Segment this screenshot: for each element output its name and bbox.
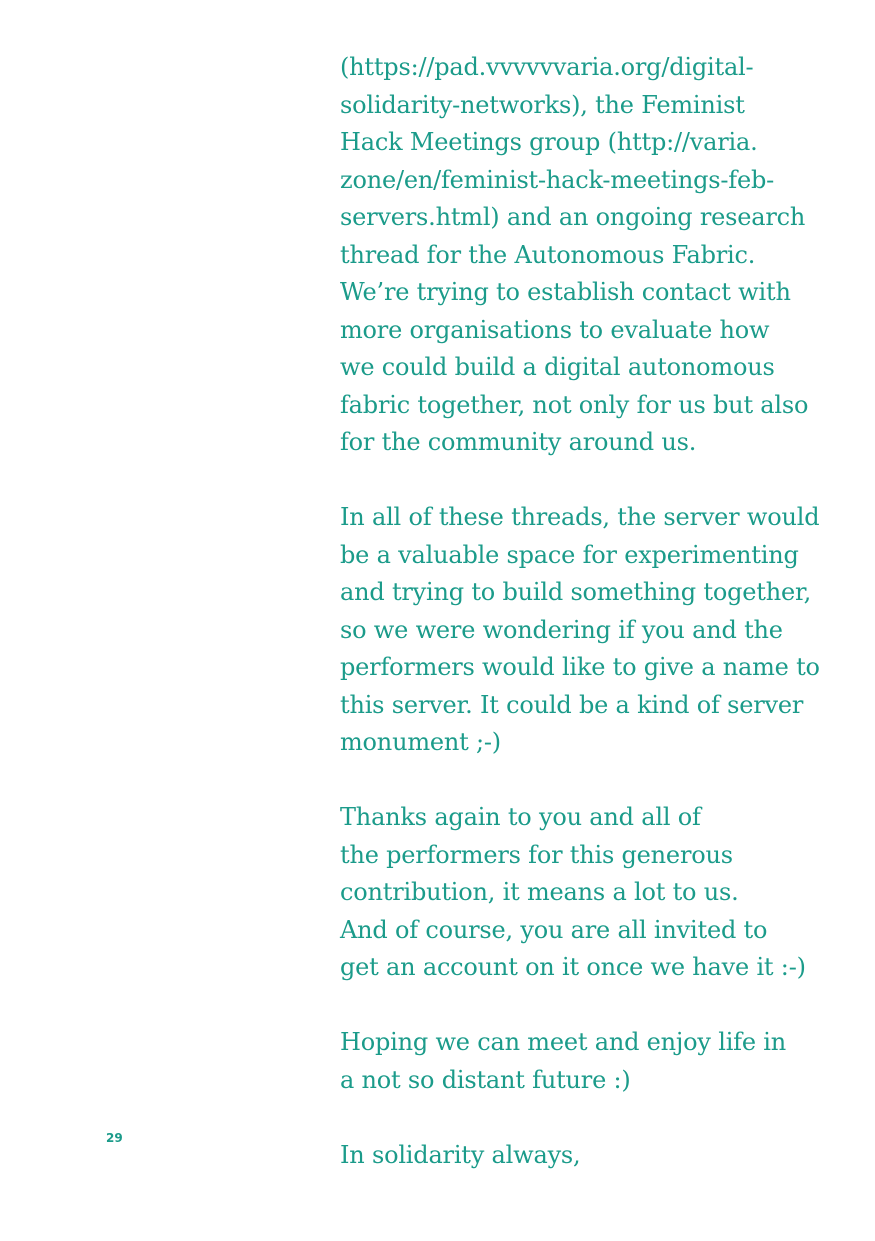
text-line: and trying to build something together,: [340, 578, 812, 606]
text-line: (https://pad.vvvvvvaria.org/digital-: [340, 53, 754, 81]
text-line: performers would like to give a name to: [340, 653, 820, 681]
paragraph-server-name: [340, 499, 820, 762]
text-line: Thanks again to you and all of: [340, 803, 701, 831]
text-line: fabric together, not only for us but also: [340, 390, 809, 419]
text-line: for the community around us.: [340, 428, 697, 456]
text-line: solidarity-networks), the Feminist: [340, 90, 745, 119]
text-line: monument ;-): [340, 728, 501, 756]
text-line: get an account on it once we have it :-): [340, 953, 806, 981]
paragraph-hoping: [340, 1024, 800, 1099]
text-line: the performers for this generous: [340, 840, 733, 869]
text-line: so we were wondering if you and the: [340, 615, 783, 644]
text-line: We’re trying to establish contact with: [340, 278, 791, 306]
closing-salutation: [340, 1137, 800, 1175]
text-line: more organisations to evaluate how: [340, 315, 770, 344]
text-line: Hack Meetings group (http://varia.: [340, 128, 758, 156]
text-line: zone/en/feminist-hack-meetings-feb-: [340, 165, 775, 194]
text-line: Hoping we can meet and enjoy life in: [340, 1028, 787, 1056]
letter-body: [340, 49, 820, 1174]
text-line: be a valuable space for experimenting: [340, 540, 799, 569]
text-line: we could build a digital autonomous: [340, 353, 775, 381]
paragraph-references: [340, 49, 809, 462]
text-line: contribution, it means a lot to us.: [340, 878, 739, 906]
page-number: 29: [106, 1131, 123, 1145]
paragraph-thanks: [340, 799, 806, 987]
text-line: In solidarity always,: [340, 1140, 581, 1169]
text-line: this server. It could be a kind of server: [340, 690, 804, 719]
text-line: servers.html) and an ongoing research: [340, 203, 806, 231]
text-line: And of course, you are all invited to: [340, 915, 768, 944]
text-line: a not so distant future :): [340, 1065, 631, 1094]
text-line: In all of these threads, the server would: [340, 503, 820, 531]
text-line: thread for the Autonomous Fabric.: [340, 240, 756, 269]
